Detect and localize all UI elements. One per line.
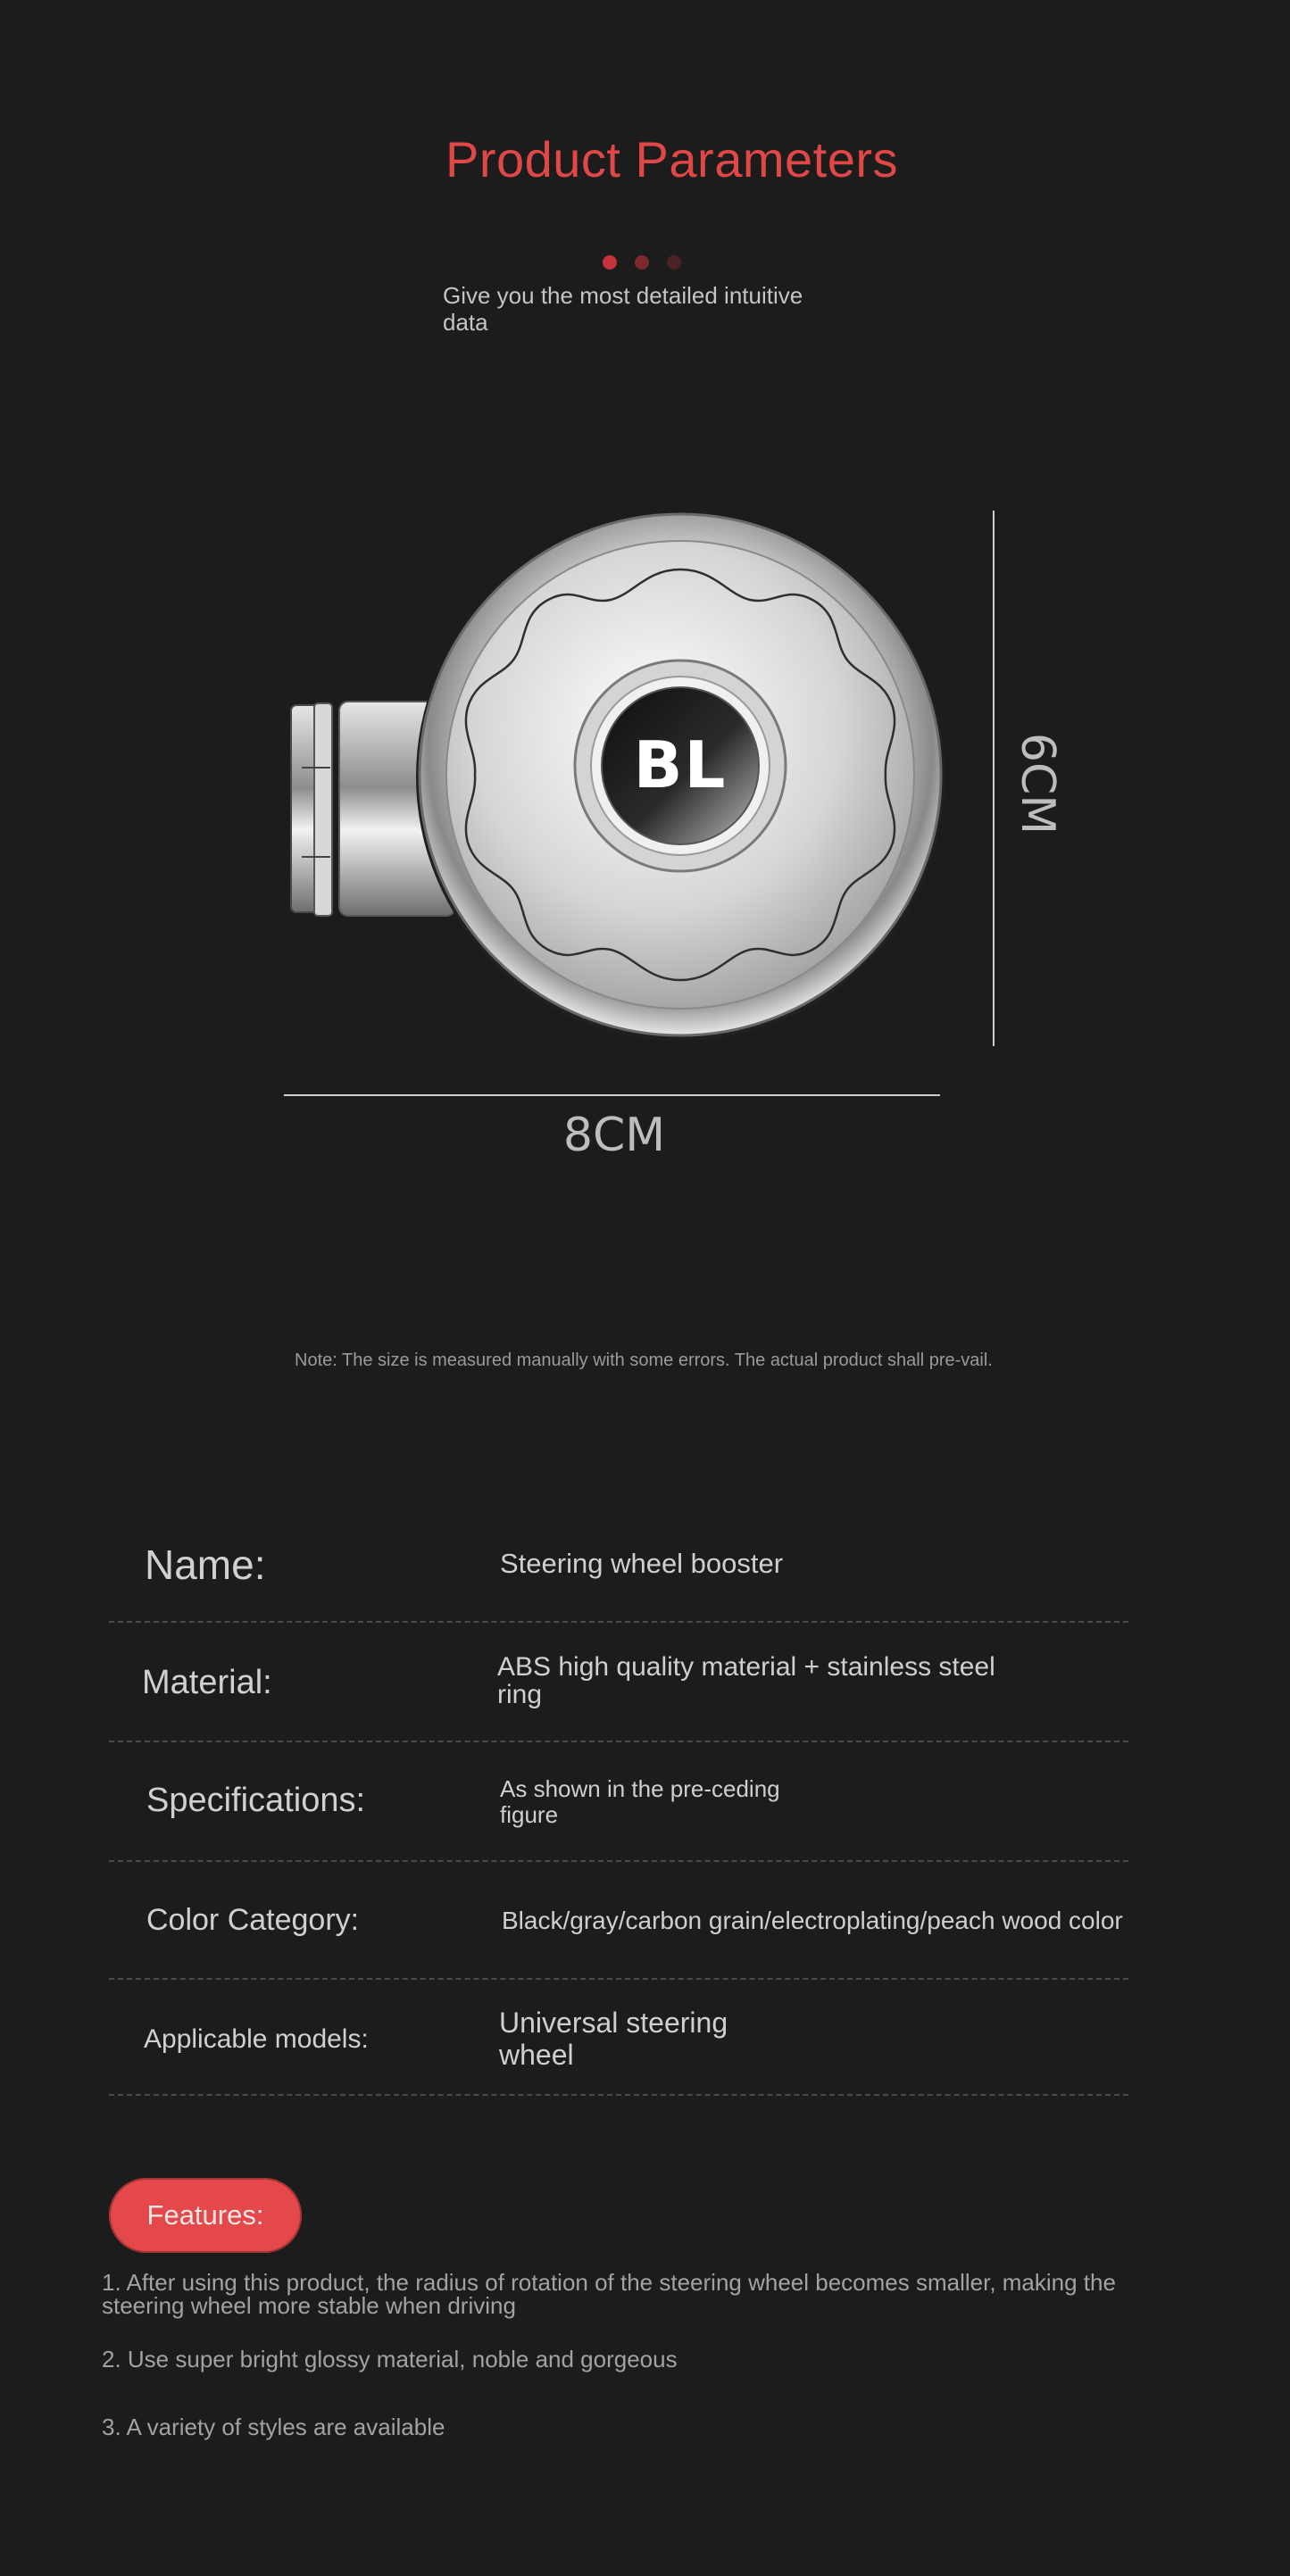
page-subtitle: Give you the most detailed intuitive data: [443, 282, 803, 336]
product-image: [268, 500, 1071, 1178]
feature-item: 2. Use super bright glossy material, noble and gorgeous: [102, 2346, 678, 2372]
parameter-label: Applicable models:: [144, 2024, 369, 2054]
dot-icon: [603, 255, 617, 270]
parameter-label: Specifications:: [146, 1782, 366, 1819]
parameter-label: Name:: [145, 1541, 266, 1588]
parameter-value: Steering wheel booster: [500, 1548, 784, 1579]
feature-item: 1. After using this product, the radius of rotation of the steering wheel becomes smaller, making the steering wheel more stable when driving: [102, 2269, 1116, 2319]
dot-icon: [667, 255, 681, 270]
decorative-dots: [603, 255, 681, 270]
parameter-value: Universal steering wheel: [499, 2007, 728, 2071]
parameter-label: Material:: [142, 1664, 272, 1701]
parameter-row: [109, 1742, 1128, 1862]
parameter-value: Black/gray/carbon grain/electroplating/peach wood color: [502, 1907, 1123, 1934]
height-label: 6CM: [1011, 732, 1064, 835]
parameter-row: [109, 1508, 1128, 1623]
width-label: 8CM: [562, 1109, 666, 1162]
page-title: Product Parameters: [445, 131, 898, 187]
size-note: Note: The size is measured manually with some errors. The actual product shall pre-vail.: [295, 1350, 993, 1370]
parameter-row: [109, 1623, 1128, 1742]
knob: [416, 512, 945, 1041]
features-badge: Features:: [109, 2178, 302, 2253]
dot-icon: [635, 255, 649, 270]
feature-item: 3. A variety of styles are available: [102, 2414, 445, 2440]
parameters-table: [109, 1508, 1128, 2096]
parameter-value: ABS high quality material + stainless steel ring: [497, 1652, 995, 1709]
parameter-label: Color Category:: [146, 1903, 360, 1937]
logo-text: BL: [633, 727, 728, 802]
parameter-row: [109, 1862, 1128, 1980]
parameter-row: [109, 1980, 1128, 2096]
parameter-value: As shown in the pre-ceding figure: [500, 1775, 780, 1828]
